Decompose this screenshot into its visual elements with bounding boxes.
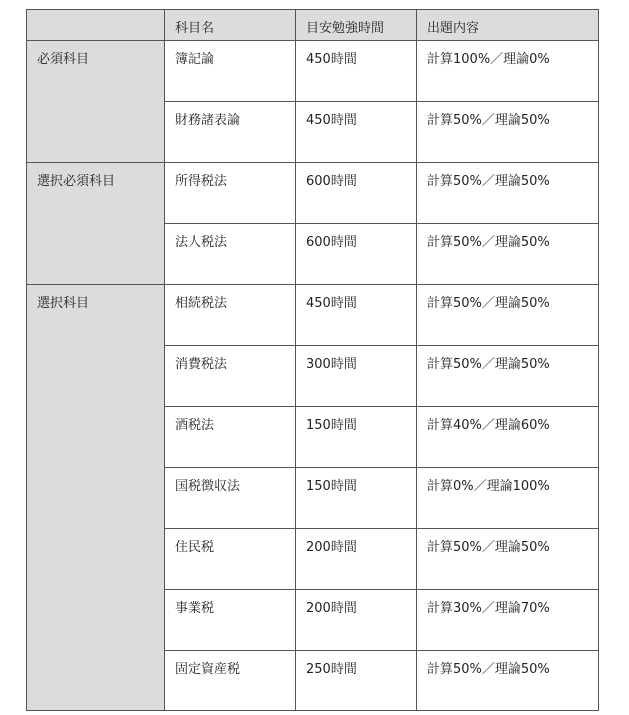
study-hours-cell: 250時間 <box>296 651 417 711</box>
exam-content-cell: 計算50%／理論50% <box>417 529 599 590</box>
subject-name-cell: 法人税法 <box>165 224 296 285</box>
header-category <box>27 10 165 41</box>
subject-name-cell: 固定資産税 <box>165 651 296 711</box>
subject-name-cell: 国税徴収法 <box>165 468 296 529</box>
subject-name-cell: 簿記論 <box>165 41 296 102</box>
study-hours-cell: 150時間 <box>296 468 417 529</box>
study-hours-cell: 450時間 <box>296 41 417 102</box>
subject-name-cell: 財務諸表論 <box>165 102 296 163</box>
exam-content-cell: 計算50%／理論50% <box>417 285 599 346</box>
header-subject-name: 科目名 <box>165 10 296 41</box>
exam-content-cell: 計算30%／理論70% <box>417 590 599 651</box>
study-hours-cell: 600時間 <box>296 163 417 224</box>
category-cell: 選択科目 <box>27 285 165 711</box>
exam-content-cell: 計算50%／理論50% <box>417 346 599 407</box>
header-study-hours: 目安勉強時間 <box>296 10 417 41</box>
exam-content-cell: 計算50%／理論50% <box>417 651 599 711</box>
table-body <box>27 41 599 711</box>
study-hours-cell: 200時間 <box>296 529 417 590</box>
category-cell: 必須科目 <box>27 41 165 163</box>
exam-content-cell: 計算50%／理論50% <box>417 224 599 285</box>
exam-subjects-table <box>26 9 599 711</box>
study-hours-cell: 450時間 <box>296 102 417 163</box>
study-hours-cell: 300時間 <box>296 346 417 407</box>
table-row <box>27 41 599 102</box>
study-hours-cell: 150時間 <box>296 407 417 468</box>
subject-name-cell: 所得税法 <box>165 163 296 224</box>
study-hours-cell: 450時間 <box>296 285 417 346</box>
subject-name-cell: 消費税法 <box>165 346 296 407</box>
header-exam-content: 出題内容 <box>417 10 599 41</box>
table-row <box>27 285 599 346</box>
exam-content-cell: 計算50%／理論50% <box>417 102 599 163</box>
study-hours-cell: 600時間 <box>296 224 417 285</box>
header-row <box>27 10 599 41</box>
exam-content-cell: 計算100%／理論0% <box>417 41 599 102</box>
subject-name-cell: 住民税 <box>165 529 296 590</box>
exam-content-cell: 計算0%／理論100% <box>417 468 599 529</box>
study-hours-cell: 200時間 <box>296 590 417 651</box>
subject-name-cell: 事業税 <box>165 590 296 651</box>
subject-name-cell: 酒税法 <box>165 407 296 468</box>
exam-subjects-table-container <box>26 9 599 711</box>
category-cell: 選択必須科目 <box>27 163 165 285</box>
exam-content-cell: 計算40%／理論60% <box>417 407 599 468</box>
exam-content-cell: 計算50%／理論50% <box>417 163 599 224</box>
subject-name-cell: 相続税法 <box>165 285 296 346</box>
table-row <box>27 163 599 224</box>
